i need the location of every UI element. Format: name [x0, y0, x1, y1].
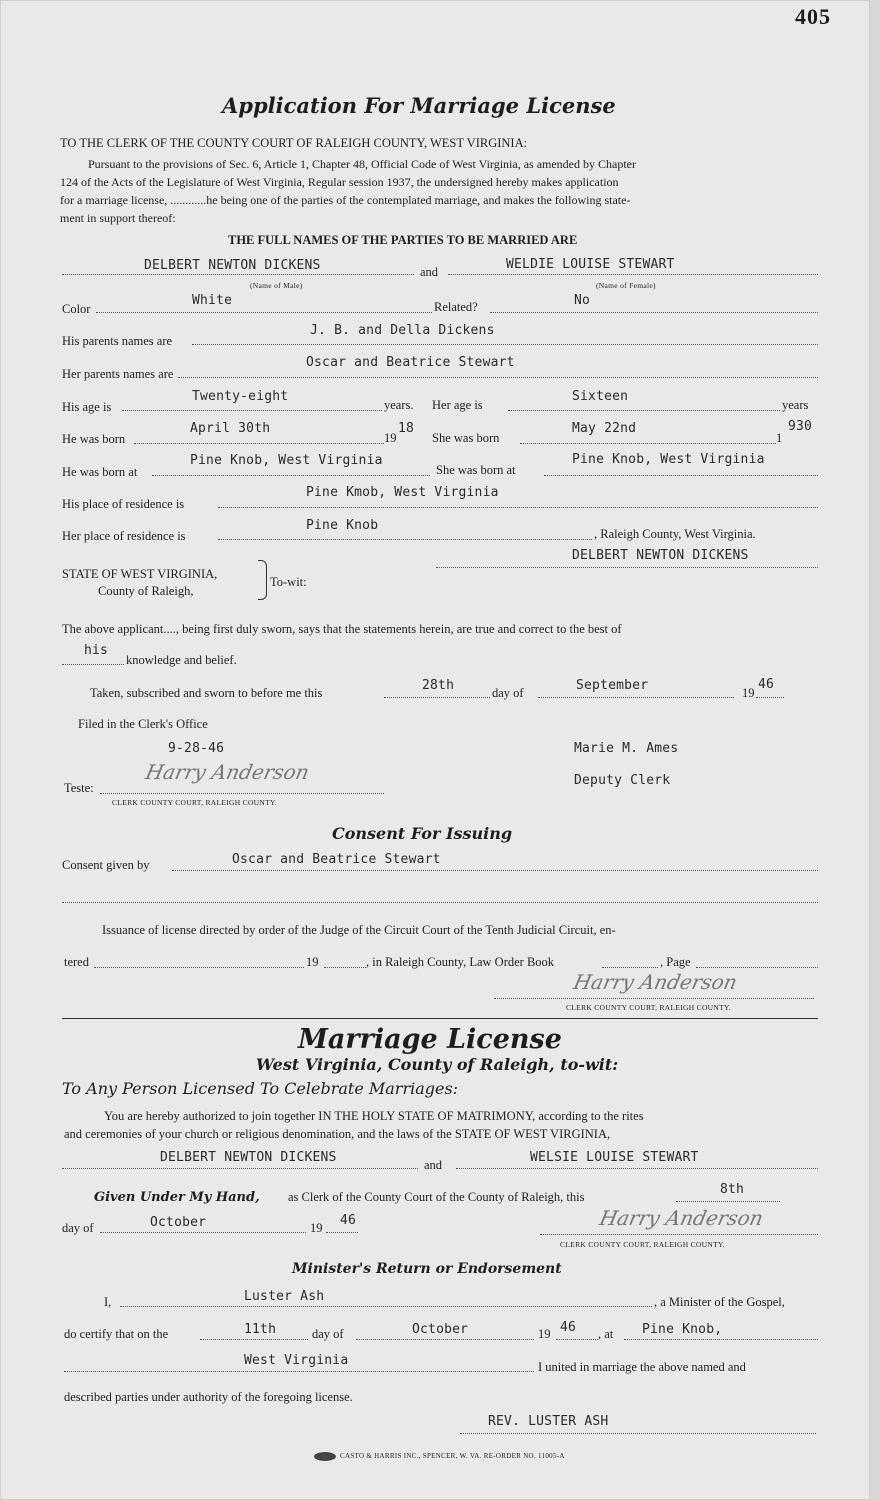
minister-day-of-label: day of: [312, 1327, 344, 1341]
color-value: White: [192, 293, 233, 308]
deputy-name: Marie M. Ames: [574, 741, 679, 756]
to-wit-label: To-wit:: [270, 575, 307, 589]
years-label-2: years: [782, 398, 809, 412]
consent-label: Consent given by: [62, 858, 150, 872]
clerk-signature-3: Harry Anderson: [597, 1206, 766, 1230]
certify-label: do certify that on the: [64, 1327, 169, 1341]
his-parents-label: His parents names are: [62, 334, 173, 348]
sworn-line-1: The above applicant...., being first duly sworn, says that the statements herein, are true and correct to the best of: [62, 622, 622, 636]
he-born-year: 18: [398, 421, 415, 436]
she-born-label: She was born: [432, 431, 500, 445]
pursuant-line-4: ment in support thereof:: [60, 211, 176, 225]
and-label: and: [420, 265, 439, 279]
given-year: 46: [340, 1213, 357, 1228]
his-residence-label: His place of residence is: [62, 497, 185, 511]
her-residence-suffix: , Raleigh County, West Virginia.: [594, 527, 756, 541]
license-and-label: and: [424, 1158, 443, 1172]
authorize-line-1: You are hereby authorized to join together IN THE HOLY STATE OF MATRIMONY, according to the rites: [104, 1109, 644, 1123]
female-name-value: WELDIE LOUISE STEWART: [506, 257, 675, 272]
pursuant-line-1: Pursuant to the provisions of Sec. 6, Article 1, Chapter 48, Official Code of West Virginia, as amended by Chapter: [88, 157, 636, 171]
full-names-heading: THE FULL NAMES OF THE PARTIES TO BE MARRIED ARE: [228, 233, 578, 247]
minister-year: 46: [560, 1320, 577, 1335]
her-parents-value: Oscar and Beatrice Stewart: [306, 355, 515, 370]
related-label: Related?: [434, 300, 478, 314]
she-born-at-label: She was born at: [436, 463, 516, 477]
law-order-label: , in Raleigh County, Law Order Book: [366, 955, 555, 969]
license-male-name: DELBERT NEWTON DICKENS: [160, 1150, 337, 1165]
sworn-year: 46: [758, 677, 775, 692]
he-born-at-value: Pine Knob, West Virginia: [190, 453, 383, 468]
printer-imprint: CASTO & HARRIS INC., SPENCER, W. VA. RE-ORDER NO. 11005-A: [340, 1452, 565, 1460]
name-of-female-caption: (Name of Female): [596, 281, 656, 290]
male-name-value: DELBERT NEWTON DICKENS: [144, 258, 321, 273]
minister-day: 11th: [244, 1322, 277, 1337]
printer-logo-icon: [314, 1452, 336, 1461]
color-label: Color: [62, 302, 91, 316]
license-female-name: WELSIE LOUISE STEWART: [530, 1150, 699, 1165]
minister-suffix: , a Minister of the Gospel,: [654, 1295, 785, 1309]
license-year-prefix: 19: [310, 1221, 323, 1235]
minister-year-prefix: 19: [538, 1327, 551, 1341]
minister-title: Minister's Return or Endorsement: [292, 1261, 562, 1277]
her-age-value: Sixteen: [572, 389, 629, 404]
tered-label: tered: [64, 955, 89, 969]
described-text: described parties under authority of the foregoing license.: [64, 1390, 353, 1404]
he-born-at-label: He was born at: [62, 465, 138, 479]
day-of-label: day of: [492, 686, 524, 700]
consent-year-label: 19: [306, 955, 319, 969]
authorize-line-2: and ceremonies of your church or religious denomination, and the laws of the STATE OF WEST VIRGINIA,: [64, 1127, 611, 1141]
given-month: October: [150, 1215, 207, 1230]
pursuant-line-3: for a marriage license, ............he being one of the parties of the contemplated marriage, and makes the following state-: [60, 193, 631, 207]
minister-signature: REV. LUSTER ASH: [488, 1414, 609, 1429]
her-residence-value: Pine Knob: [306, 518, 379, 533]
minister-month: October: [412, 1322, 469, 1337]
applicant-signature: DELBERT NEWTON DICKENS: [572, 548, 749, 563]
license-title: Marriage License: [298, 1024, 562, 1055]
clerk-caption-1: CLERK COUNTY COURT, RALEIGH COUNTY.: [112, 798, 277, 807]
to-any-person: To Any Person Licensed To Celebrate Marriages:: [62, 1079, 459, 1098]
name-of-male-caption: (Name of Male): [250, 281, 303, 290]
he-born-label: He was born: [62, 432, 126, 446]
she-born-year: 930: [788, 419, 813, 434]
her-age-label: Her age is: [432, 398, 483, 412]
application-title: Application For Marriage License: [222, 93, 616, 118]
she-born-date: May 22nd: [572, 421, 637, 436]
her-residence-label: Her place of residence is: [62, 529, 186, 543]
clerk-signature-1: Harry Anderson: [143, 760, 312, 784]
issuance-line: Issuance of license directed by order of the Judge of the Circuit Court of the Tenth Judicial Circuit, en-: [102, 923, 616, 937]
to-clerk-line: TO THE CLERK OF THE COUNTY COURT OF RALEIGH COUNTY, WEST VIRGINIA:: [60, 136, 528, 150]
she-born-at-value: Pine Knob, West Virginia: [572, 452, 765, 467]
clerk-caption-3: CLERK COUNTY COURT, RALEIGH COUNTY.: [560, 1240, 725, 1249]
his-parents-value: J. B. and Della Dickens: [310, 323, 495, 338]
taken-label: Taken, subscribed and sworn to before me this: [90, 686, 323, 700]
he-born-date: April 30th: [190, 421, 271, 436]
his-residence-value: Pine Kmob, West Virginia: [306, 485, 499, 500]
his-age-value: Twenty-eight: [192, 389, 289, 404]
license-day-of-label: day of: [62, 1221, 94, 1235]
consent-title: Consent For Issuing: [332, 824, 513, 843]
sworn-month: September: [576, 678, 649, 693]
he-born-year-prefix: 19: [384, 431, 397, 445]
given-label: Given Under My Hand,: [94, 1190, 260, 1205]
clerk-caption-2: CLERK COUNTY COURT, RALEIGH COUNTY.: [566, 1003, 731, 1012]
page-label: , Page: [660, 955, 691, 969]
minister-i-label: I,: [104, 1295, 112, 1309]
given-day: 8th: [720, 1182, 745, 1197]
related-value: No: [574, 293, 591, 308]
state-line-1: STATE OF WEST VIRGINIA,: [62, 567, 218, 581]
given-text: as Clerk of the County Court of the County of Raleigh, this: [288, 1190, 585, 1204]
years-label-1: years.: [384, 398, 414, 412]
minister-name: Luster Ash: [244, 1289, 325, 1304]
license-subtitle: West Virginia, County of Raleigh, to-wit:: [256, 1055, 619, 1074]
teste-label: Teste:: [64, 781, 94, 795]
pursuant-line-2: 124 of the Acts of the Legislature of West Virginia, Regular session 1937, the undersigned hereby makes application: [60, 175, 619, 189]
minister-place: Pine Knob,: [642, 1322, 723, 1337]
his-age-label: His age is: [62, 400, 112, 414]
knowledge-label: knowledge and belief.: [126, 653, 237, 667]
filed-date: 9-28-46: [168, 741, 225, 756]
she-born-year-prefix: 1: [776, 431, 783, 445]
state-line-2: County of Raleigh,: [98, 584, 194, 598]
united-text: I united in marriage the above named and: [538, 1360, 746, 1374]
minister-at-label: , at: [598, 1327, 614, 1341]
clerk-signature-2: Harry Anderson: [571, 970, 740, 994]
consent-value: Oscar and Beatrice Stewart: [232, 852, 441, 867]
filed-label: Filed in the Clerk's Office: [78, 717, 208, 731]
year-prefix-1: 19: [742, 686, 755, 700]
sworn-day: 28th: [422, 678, 455, 693]
page-number: 405: [795, 4, 831, 29]
minister-state: West Virginia: [244, 1353, 349, 1368]
deputy-title: Deputy Clerk: [574, 773, 671, 788]
pronoun-value: his: [84, 643, 109, 658]
her-parents-label: Her parents names are: [62, 367, 174, 381]
